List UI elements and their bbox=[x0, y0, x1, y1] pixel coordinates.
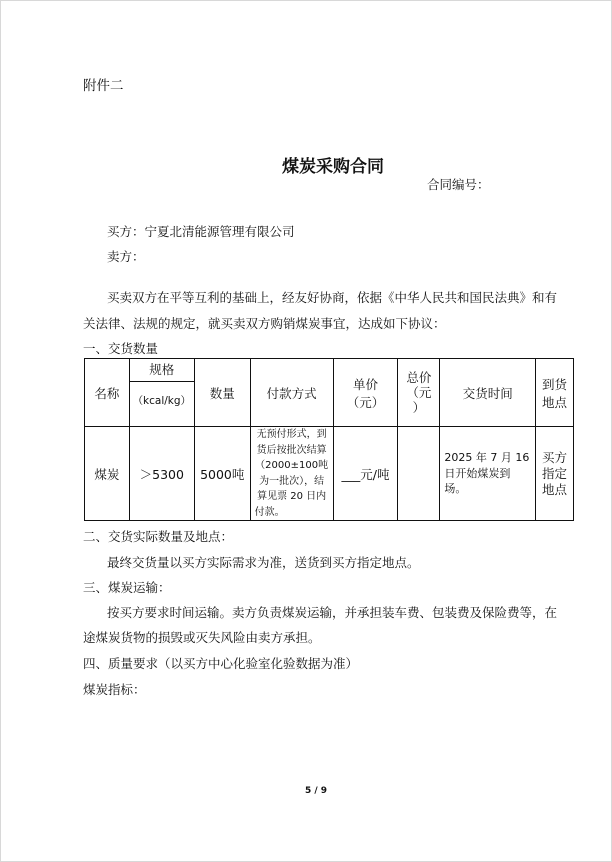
payment-line-2: 货后按批次结算 bbox=[256, 444, 327, 456]
seller-line: 卖方： bbox=[107, 249, 145, 264]
section-4-heading: 四、质量要求（以买方中心化验室化验数据为准） bbox=[83, 656, 359, 671]
header-unit-price bbox=[333, 359, 398, 427]
intro-paragraph-line-1: 买卖双方在平等互利的基础上，经友好协商，依据《中华人民共和国民法典》和有 bbox=[107, 290, 558, 305]
cell-total-price bbox=[398, 427, 440, 521]
header-spec-unit: （kcal/kg） bbox=[132, 395, 192, 407]
contract-number-label: 合同编号： bbox=[427, 177, 490, 192]
place-line-1: 买方 bbox=[542, 449, 568, 465]
header-spec-label: 规格 bbox=[130, 359, 194, 382]
time-line-1: 2025 年 7 月 16 bbox=[444, 451, 530, 465]
header-payment: 付款方式 bbox=[250, 359, 333, 427]
payment-line-6: 付款。 bbox=[254, 506, 285, 518]
section-3-text-line-1: 按买方要求时间运输。卖方负责煤炭运输，并承担装车费、包装费及保险费等，在 bbox=[107, 605, 558, 620]
time-line-2: 日开始煤炭到 bbox=[444, 466, 511, 480]
cell-delivery-place bbox=[536, 427, 574, 521]
payment-line-4: 为一批次），结 bbox=[259, 475, 325, 487]
table-header-row bbox=[85, 359, 574, 427]
contract-title: 煤炭采购合同 bbox=[282, 157, 384, 177]
cell-qty: 5000吨 bbox=[194, 427, 250, 521]
header-unit-price-line-1: 单价 bbox=[353, 376, 379, 392]
header-spec bbox=[129, 359, 194, 427]
time-line-3: 场。 bbox=[444, 482, 467, 496]
header-name: 名称 bbox=[85, 359, 130, 427]
section-3-text-line-2: 途煤炭货物的损毁或灭失风险由卖方承担。 bbox=[83, 630, 321, 645]
header-total-line-1: 总价 bbox=[406, 370, 432, 385]
header-place-line-1: 到货 bbox=[542, 376, 568, 392]
table-row bbox=[85, 427, 574, 521]
section-2-text: 最终交货量以买方实际需求为准，送货到买方指定地点。 bbox=[107, 555, 420, 570]
intro-paragraph-line-2: 关法律、法规的规定，就买卖双方购销煤炭事宜，达成如下协议： bbox=[83, 316, 446, 331]
header-delivery-place bbox=[536, 359, 574, 427]
header-unit-price-line-2: （元） bbox=[346, 394, 385, 410]
header-total-price bbox=[398, 359, 440, 427]
cell-spec: ＞5300 bbox=[129, 427, 194, 521]
header-total-line-3: ） bbox=[412, 400, 426, 415]
payment-line-1: 无预付形式，到 bbox=[256, 429, 327, 440]
cell-payment bbox=[250, 427, 333, 521]
header-qty: 数量 bbox=[194, 359, 250, 427]
section-1-heading: 一、交货数量 bbox=[83, 341, 159, 356]
header-total-line-2: （元 bbox=[406, 385, 432, 400]
cell-name: 煤炭 bbox=[85, 427, 130, 521]
place-line-2: 指定 bbox=[542, 465, 568, 481]
delivery-table bbox=[84, 358, 574, 521]
coal-index-label: 煤炭指标： bbox=[83, 682, 146, 697]
section-2-heading: 二、交货实际数量及地点： bbox=[83, 529, 234, 544]
place-line-3: 地点 bbox=[542, 481, 568, 497]
attachment-label: 附件二 bbox=[83, 78, 124, 94]
header-place-line-2: 地点 bbox=[542, 394, 568, 410]
section-3-heading: 三、煤炭运输： bbox=[83, 580, 171, 595]
cell-unit-price: ___元/吨 bbox=[333, 427, 398, 521]
payment-line-3: （2000±100吨 bbox=[255, 460, 329, 471]
payment-line-5: 算见票 20 日内 bbox=[257, 491, 327, 502]
buyer-line: 买方：宁夏北清能源管理有限公司 bbox=[107, 224, 295, 239]
page-number: 5 / 9 bbox=[304, 786, 328, 796]
header-delivery-time: 交货时间 bbox=[440, 359, 536, 427]
cell-delivery-time bbox=[440, 427, 536, 521]
